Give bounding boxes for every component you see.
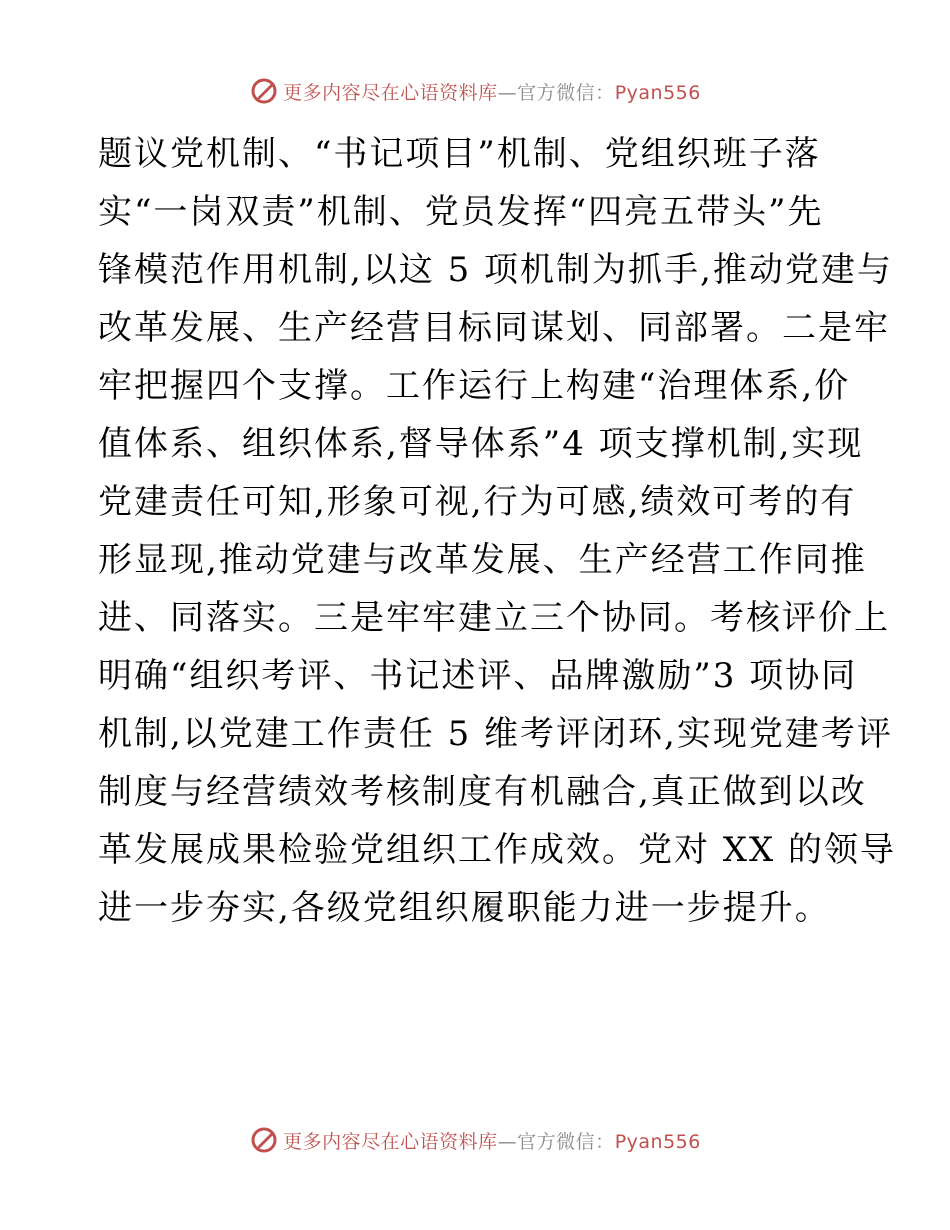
header-brand-text: 更多内容尽在心语资料库: [283, 81, 498, 104]
body-line: 进一步夯实,各级党组织履职能力进一步提升。: [98, 888, 831, 928]
body-line: 机制,以党建工作责任 5 维考评闭环,实现党建考评: [98, 714, 893, 754]
header-contact-label: 官方微信：: [517, 81, 615, 104]
body-line: 党建责任可知,形象可视,行为可感,绩效可考的有: [98, 482, 857, 522]
footer-contact-label: 官方微信：: [517, 1130, 615, 1153]
body-line: 实“一岗双责”机制、党员发挥“四亮五带头”先: [98, 192, 824, 232]
footer-contact-id: Pyan556: [614, 1130, 701, 1153]
body-line: 制度与经营绩效考核制度有机融合,真正做到以改: [98, 772, 867, 812]
body-line: 革发展成果检验党组织工作成效。党对 XX 的领导: [98, 830, 897, 870]
body-line: 题议党机制、“书记项目”机制、党组织班子落: [98, 134, 821, 174]
body-line: 形显现,推动党建与改革发展、生产经营工作同推: [98, 540, 867, 580]
body-line: 牢把握四个支撑。工作运行上构建“治理体系,价: [98, 366, 851, 406]
footer-brand-text: 更多内容尽在心语资料库: [283, 1130, 498, 1153]
body-line: 进、同落实。三是牢牢建立三个协同。考核评价上: [98, 598, 890, 638]
pen-logo-icon: [249, 76, 279, 106]
pen-logo-icon: [249, 1125, 279, 1155]
body-line: 值体系、组织体系,督导体系”4 项支撑机制,实现: [98, 424, 864, 464]
body-line: 明确“组织考评、书记述评、品牌激励”3 项协同: [98, 656, 858, 696]
footer-banner: [0, 1123, 950, 1157]
header-banner: [0, 74, 950, 108]
header-dash: —: [497, 81, 518, 104]
document-body: [98, 125, 897, 937]
body-line: 改革发展、生产经营目标同谋划、同部署。二是牢: [98, 308, 890, 348]
footer-dash: —: [497, 1130, 518, 1153]
body-line: 锋模范作用机制,以这 5 项机制为抓手,推动党建与: [98, 250, 893, 290]
header-contact-id: Pyan556: [614, 81, 701, 104]
